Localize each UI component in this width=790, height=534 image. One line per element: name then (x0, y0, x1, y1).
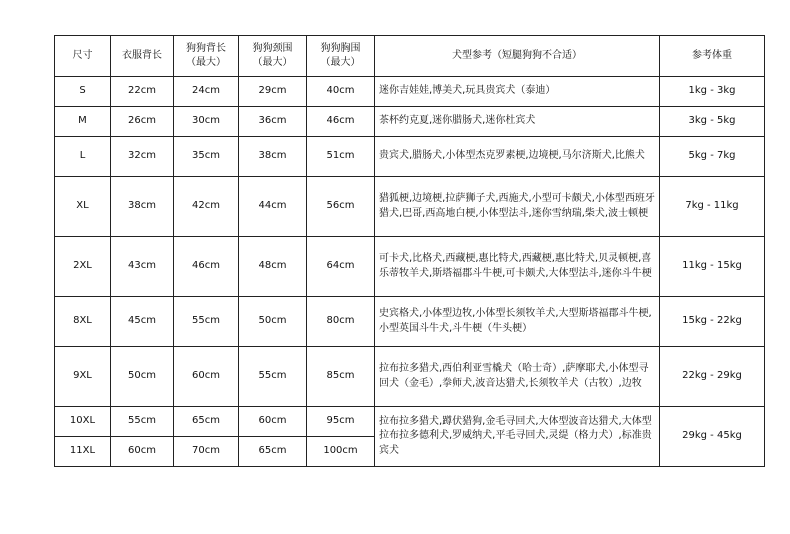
table-row (55, 177, 765, 237)
table-row (55, 237, 765, 297)
cell-dog-chest: 64cm (307, 237, 375, 297)
cell-dog-neck: 50cm (239, 297, 307, 347)
cell-dog-back: 60cm (174, 347, 239, 407)
header-dog-chest (307, 36, 375, 77)
cell-dog-neck: 29cm (239, 77, 307, 107)
cell-dog-neck: 38cm (239, 137, 307, 177)
cell-dog-back: 65cm (174, 407, 239, 437)
header-breeds: 犬型参考（短腿狗狗不合适） (375, 36, 660, 77)
cell-size: 9XL (55, 347, 111, 407)
header-dog-chest-line1: 狗狗胸围 (320, 42, 361, 54)
table-row (55, 407, 765, 437)
cell-weight: 22kg - 29kg (660, 347, 765, 407)
cell-dog-chest: 85cm (307, 347, 375, 407)
cell-back-length: 43cm (111, 237, 174, 297)
cell-dog-back: 70cm (174, 437, 239, 467)
cell-breeds-merged: 拉布拉多猎犬,蹲伏猎狗,金毛寻回犬,大体型波音达猎犬,大体型拉布拉多德利犬,罗威纳犬,平毛寻回犬,灵缇（格力犬）,标准贵宾犬 (375, 407, 660, 467)
table-row (55, 77, 765, 107)
cell-breeds: 贵宾犬,腊肠犬,小体型杰克罗素梗,边境梗,马尔济斯犬,比熊犬 (375, 137, 660, 177)
cell-dog-back: 42cm (174, 177, 239, 237)
cell-dog-back: 35cm (174, 137, 239, 177)
cell-dog-chest: 100cm (307, 437, 375, 467)
cell-weight: 15kg - 22kg (660, 297, 765, 347)
cell-size: XL (55, 177, 111, 237)
header-dog-back-line2: （最大） (186, 57, 226, 68)
cell-dog-chest: 46cm (307, 107, 375, 137)
cell-dog-chest: 56cm (307, 177, 375, 237)
header-size: 尺寸 (55, 36, 111, 77)
cell-dog-chest: 40cm (307, 77, 375, 107)
table-row (55, 137, 765, 177)
cell-dog-chest: 80cm (307, 297, 375, 347)
cell-dog-back: 30cm (174, 107, 239, 137)
table-row (55, 297, 765, 347)
cell-breeds: 猎狐梗,边境梗,拉萨狮子犬,西施犬,小型可卡颇犬,小体型西班牙猎犬,巴哥,西高地白梗,小体型法斗,迷你雪纳瑞,柴犬,波士顿梗 (375, 177, 660, 237)
cell-dog-chest: 95cm (307, 407, 375, 437)
cell-size: 2XL (55, 237, 111, 297)
cell-breeds: 迷你吉娃娃,博美犬,玩具贵宾犬（泰迪） (375, 77, 660, 107)
cell-back-length: 32cm (111, 137, 174, 177)
table-row (55, 107, 765, 137)
cell-dog-neck: 36cm (239, 107, 307, 137)
cell-dog-chest: 51cm (307, 137, 375, 177)
cell-back-length: 55cm (111, 407, 174, 437)
cell-size: M (55, 107, 111, 137)
header-dog-chest-line2: （最大） (320, 57, 361, 68)
cell-breeds: 拉布拉多猎犬,西伯利亚雪橇犬（哈士奇）,萨摩耶犬,小体型寻回犬（金毛）,拳师犬,波音达猎犬,长须牧羊犬（古牧）,边牧 (375, 347, 660, 407)
header-dog-back (174, 36, 239, 77)
cell-weight: 1kg - 3kg (660, 77, 765, 107)
cell-back-length: 60cm (111, 437, 174, 467)
header-back-length: 衣服背长 (111, 36, 174, 77)
cell-breeds: 史宾格犬,小体型边牧,小体型长须牧羊犬,大型斯塔福郡斗牛梗,小型英国斗牛犬,斗牛梗（牛头梗） (375, 297, 660, 347)
cell-dog-back: 46cm (174, 237, 239, 297)
cell-size: L (55, 137, 111, 177)
table-row (55, 347, 765, 407)
cell-breeds: 可卡犬,比格犬,西藏梗,惠比特犬,西藏梗,惠比特犬,贝灵顿梗,喜乐蒂牧羊犬,斯塔福郡斗牛梗,可卡颇犬,大体型法斗,迷你斗牛梗 (375, 237, 660, 297)
cell-dog-back: 55cm (174, 297, 239, 347)
cell-weight: 11kg - 15kg (660, 237, 765, 297)
header-dog-neck-line1: 狗狗颈围 (252, 42, 293, 54)
cell-back-length: 26cm (111, 107, 174, 137)
header-dog-back-line1: 狗狗背长 (186, 42, 226, 54)
cell-back-length: 45cm (111, 297, 174, 347)
cell-back-length: 50cm (111, 347, 174, 407)
cell-weight: 7kg - 11kg (660, 177, 765, 237)
header-weight: 参考体重 (660, 36, 765, 77)
cell-dog-neck: 60cm (239, 407, 307, 437)
cell-back-length: 22cm (111, 77, 174, 107)
header-dog-neck-line2: （最大） (252, 57, 293, 68)
cell-back-length: 38cm (111, 177, 174, 237)
size-chart-table (54, 35, 765, 467)
cell-dog-neck: 48cm (239, 237, 307, 297)
header-dog-neck (239, 36, 307, 77)
header-row (55, 36, 765, 77)
cell-dog-neck: 65cm (239, 437, 307, 467)
cell-dog-neck: 55cm (239, 347, 307, 407)
cell-size: S (55, 77, 111, 107)
cell-size: 8XL (55, 297, 111, 347)
cell-size: 11XL (55, 437, 111, 467)
cell-weight: 5kg - 7kg (660, 137, 765, 177)
cell-breeds: 茶杯约克夏,迷你腊肠犬,迷你杜宾犬 (375, 107, 660, 137)
cell-weight: 3kg - 5kg (660, 107, 765, 137)
cell-size: 10XL (55, 407, 111, 437)
cell-dog-back: 24cm (174, 77, 239, 107)
cell-dog-neck: 44cm (239, 177, 307, 237)
cell-weight-merged: 29kg - 45kg (660, 407, 765, 467)
